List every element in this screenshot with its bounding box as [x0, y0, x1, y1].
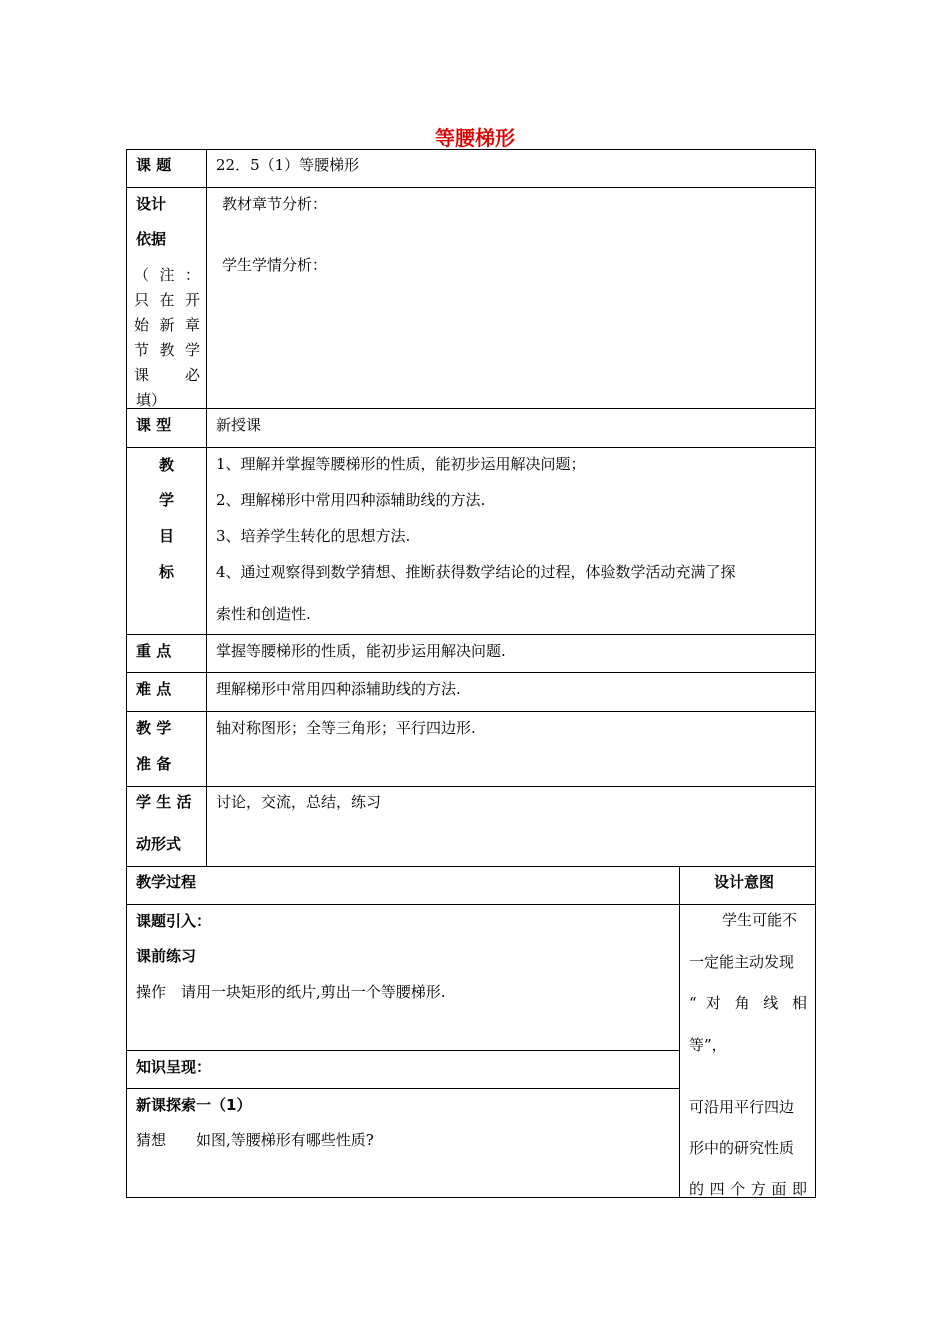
intent-line: 等”， [689, 1036, 727, 1054]
document-title: 等腰梯形 [435, 126, 515, 150]
textbook-analysis-label: 教材章节分析： [222, 195, 328, 213]
basis-label-line1: 设计 [136, 195, 167, 213]
difficulty-label: 难 点 [136, 680, 172, 698]
goals-label-char: 教 [159, 456, 175, 474]
intent-line: “ 对 角 线 相 [689, 994, 807, 1012]
guess-text: 猜想 如图,等腰梯形有哪些性质? [136, 1131, 374, 1149]
operation-text: 操作 请用一块矩形的纸片,剪出一个等腰梯形. [136, 983, 446, 1001]
basis-note-line: 节 教 学 [134, 341, 200, 359]
goal-line: 1、理解并掌握等腰梯形的性质，能初步运用解决问题； [216, 455, 586, 473]
basis-note-line: 始 新 章 [134, 316, 200, 334]
activity-value: 讨论，交流，总结，练习 [216, 793, 382, 811]
goal-line: 2、理解梯形中常用四种添辅助线的方法. [216, 491, 486, 509]
topic-value: 22．5（1）等腰梯形 [216, 156, 360, 174]
basis-note-line: （ 注 ： [134, 266, 200, 284]
intent-line: 一定能主动发现 [689, 953, 795, 971]
basis-note-line: 只 在 开 [134, 291, 200, 309]
knowledge-title: 知识呈现： [136, 1058, 212, 1076]
explore-title: 新课探索一（1） [136, 1096, 252, 1114]
pre-practice-title: 课前练习 [136, 947, 197, 965]
key-point-value: 掌握等腰梯形的性质，能初步运用解决问题. [216, 642, 506, 660]
prep-label-line1: 教 学 [136, 719, 172, 737]
key-point-label: 重 点 [136, 642, 172, 660]
intent-line: 的四个方面即 [689, 1180, 807, 1198]
intent-line: 可沿用平行四边 [689, 1098, 795, 1116]
process-header: 教学过程 [136, 873, 197, 891]
basis-label-line2: 依据 [136, 230, 167, 248]
type-label: 课 型 [136, 416, 172, 434]
intent-header: 设计意图 [714, 873, 775, 891]
type-value: 新授课 [216, 416, 262, 434]
goals-label-char: 学 [159, 491, 175, 509]
goals-label-char: 标 [159, 563, 175, 581]
goal-line: 3、培养学生转化的思想方法. [216, 527, 411, 545]
difficulty-value: 理解梯形中常用四种添辅助线的方法. [216, 680, 461, 698]
goals-label-char: 目 [159, 527, 175, 545]
intro-title: 课题引入： [136, 912, 212, 930]
goal-line: 索性和创造性. [216, 605, 311, 623]
prep-value: 轴对称图形；全等三角形；平行四边形. [216, 719, 476, 737]
intent-line: 学生可能不 [722, 911, 798, 929]
topic-label: 课 题 [136, 156, 172, 174]
basis-note-line: 填） [136, 391, 167, 409]
student-analysis-label: 学生学情分析： [222, 256, 328, 274]
goal-line: 4、通过观察得到数学猜想、推断获得数学结论的过程，体验数学活动充满了探 [216, 563, 736, 581]
basis-note-line: 课 必 [134, 366, 200, 384]
activity-label-line1: 学 生 活 [136, 793, 192, 811]
prep-label-line2: 准 备 [136, 755, 172, 773]
intent-line: 形中的研究性质 [689, 1139, 795, 1157]
activity-label-line2: 动形式 [136, 835, 182, 853]
